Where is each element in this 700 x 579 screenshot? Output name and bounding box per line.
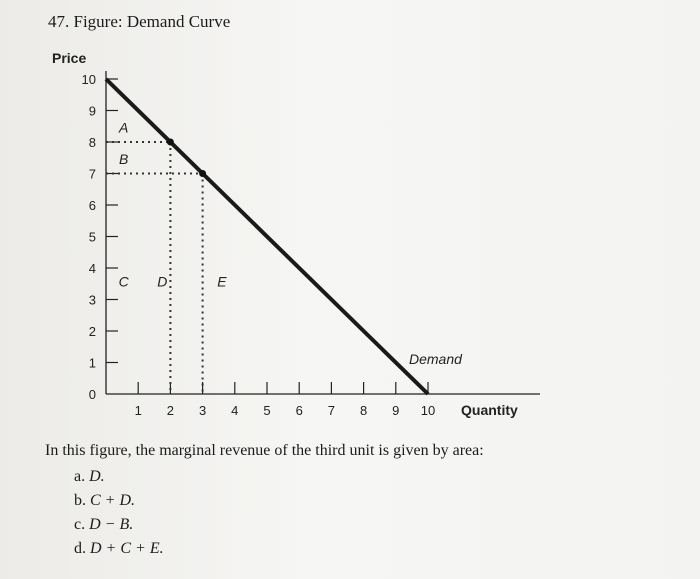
x-axis-label: Quantity: [461, 402, 518, 418]
option-letter: c.: [74, 516, 86, 533]
x-tick-label: 4: [231, 403, 239, 418]
x-tick-label: 5: [263, 403, 271, 418]
option-d[interactable]: [74, 537, 164, 561]
question-text: In this figure, the marginal revenue of the third unit is given by area:: [45, 442, 484, 459]
x-tick-label: 7: [327, 403, 336, 418]
y-tick-label: 8: [88, 135, 96, 150]
demand-curve-line: [106, 79, 428, 394]
x-tick-label: 1: [134, 403, 142, 418]
y-tick-label: 3: [88, 292, 96, 308]
x-tick-label: 3: [198, 403, 207, 418]
x-tick-label: 9: [392, 403, 400, 418]
option-text: D.: [89, 468, 105, 485]
y-tick-label: 4: [88, 261, 96, 276]
demand-point-dot: [199, 170, 206, 177]
area-label-d: D: [157, 273, 168, 290]
y-tick-label: 0: [88, 387, 96, 402]
option-b[interactable]: [74, 489, 164, 513]
area-label-b: B: [119, 150, 129, 167]
area-label-a: A: [119, 119, 129, 136]
figure-title: 47. Figure: Demand Curve: [48, 12, 231, 31]
option-a[interactable]: [74, 465, 164, 489]
y-tick-label: 10: [81, 72, 96, 87]
area-label-c: C: [118, 273, 129, 290]
x-tick-label: 8: [359, 403, 368, 418]
option-c[interactable]: [74, 513, 164, 537]
y-tick-label: 7: [88, 166, 96, 182]
answer-options: [74, 465, 164, 561]
option-text: C + D.: [90, 492, 136, 509]
x-tick-label: 10: [420, 403, 436, 418]
y-tick-label: 2: [88, 324, 96, 339]
option-text: D − B.: [89, 516, 134, 533]
x-tick-label: 6: [295, 403, 303, 418]
demand-curve-label: Demand: [409, 351, 462, 367]
option-letter: b.: [74, 492, 86, 509]
y-tick-label: 9: [88, 103, 96, 119]
y-tick-label: 5: [88, 229, 96, 245]
demand-point-dot: [167, 139, 174, 146]
option-letter: d.: [74, 540, 86, 557]
option-text: D + C + E.: [90, 540, 164, 557]
x-tick-label: 2: [166, 403, 175, 418]
y-axis-label: Price: [52, 50, 87, 66]
area-label-e: E: [217, 273, 227, 290]
y-tick-label: 1: [88, 355, 96, 371]
y-tick-label: 6: [88, 198, 96, 213]
option-letter: a.: [74, 468, 86, 485]
